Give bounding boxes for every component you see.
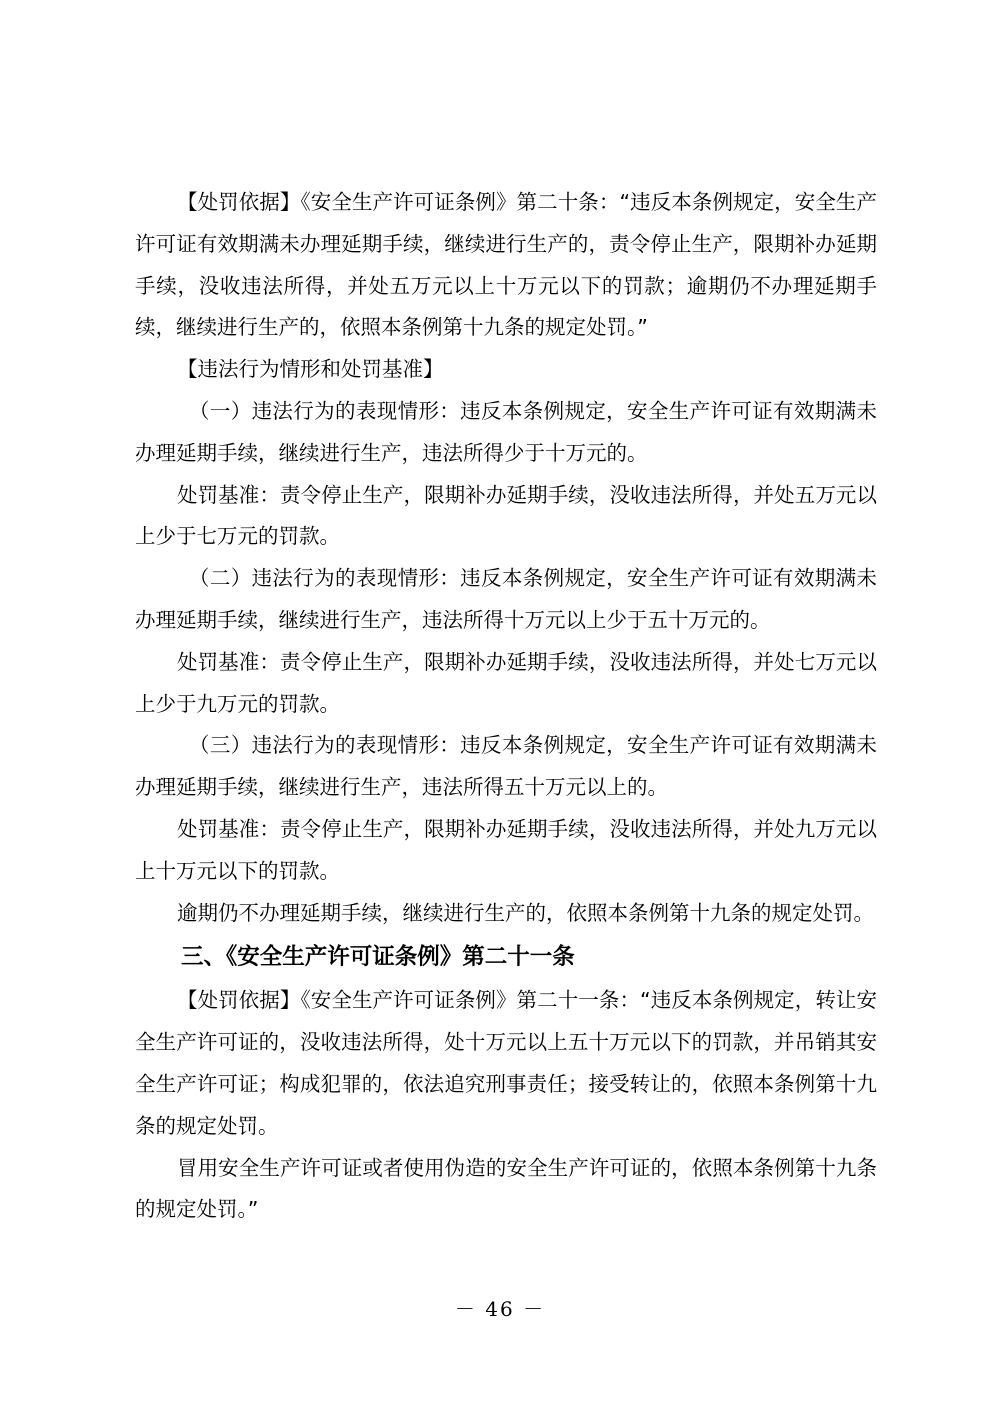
- paragraph-standard-2: 处罚基准：责令停止生产，限期补办延期手续，没收违法所得，并处七万元以上少于九万元的罚款。: [135, 649, 877, 716]
- section-heading-art21: 三、《安全生产许可证条例》第二十一条: [181, 944, 575, 971]
- paragraph-penalty-basis-art20: 【处罚依据】《安全生产许可证条例》第二十条：“违反本条例规定，安全生产许可证有效期满未办理延期手续，继续进行生产的，责令停止生产，限期补办延期手续，没收违法所得，并处五万元以上十万元以下的罚款；逾期仍不办理延期手续，继续进行生产的，依照本条例第十九条的规定处罚。”: [135, 190, 877, 340]
- paragraph-forgery: 冒用安全生产许可证或者使用伪造的安全生产许可证的，依照本条例第十九条的规定处罚。”: [135, 1155, 877, 1222]
- paragraph-case-2: （二）违法行为的表现情形：违反本条例规定，安全生产许可证有效期满未办理延期手续，继续进行生产，违法所得十万元以上少于五十万元的。: [135, 566, 877, 632]
- paragraph-case-1: （一）违法行为的表现情形：违反本条例规定，安全生产许可证有效期满未办理延期手续，继续进行生产，违法所得少于十万元的。: [135, 398, 877, 465]
- paragraph-overdue: 逾期仍不办理延期手续，继续进行生产的，依照本条例第十九条的规定处罚。: [177, 900, 874, 925]
- paragraph-standard-1: 处罚基准：责令停止生产，限期补办延期手续，没收违法所得，并处五万元以上少于七万元的罚款。: [135, 482, 877, 549]
- page-number: － 46 －: [454, 1297, 546, 1321]
- paragraph-standard-3: 处罚基准：责令停止生产，限期补办延期手续，没收违法所得，并处九万元以上十万元以下的罚款。: [135, 816, 877, 883]
- paragraph-case-3: （三）违法行为的表现情形：违反本条例规定，安全生产许可证有效期满未办理延期手续，继续进行生产，违法所得五十万元以上的。: [135, 733, 877, 800]
- paragraph-penalty-basis-art21: 【处罚依据】《安全生产许可证条例》第二十一条：“违反本条例规定，转让安全生产许可证的，没收违法所得，处十万元以上五十万元以下的罚款，并吊销其安全生产许可证；构成犯罪的，依法追究刑事责任；接受转让的，依照本条例第十九条的规定处罚。: [135, 988, 877, 1138]
- page-content: [135, 182, 877, 1231]
- paragraph-circumstances-heading: 【违法行为情形和处罚基准】: [177, 357, 444, 382]
